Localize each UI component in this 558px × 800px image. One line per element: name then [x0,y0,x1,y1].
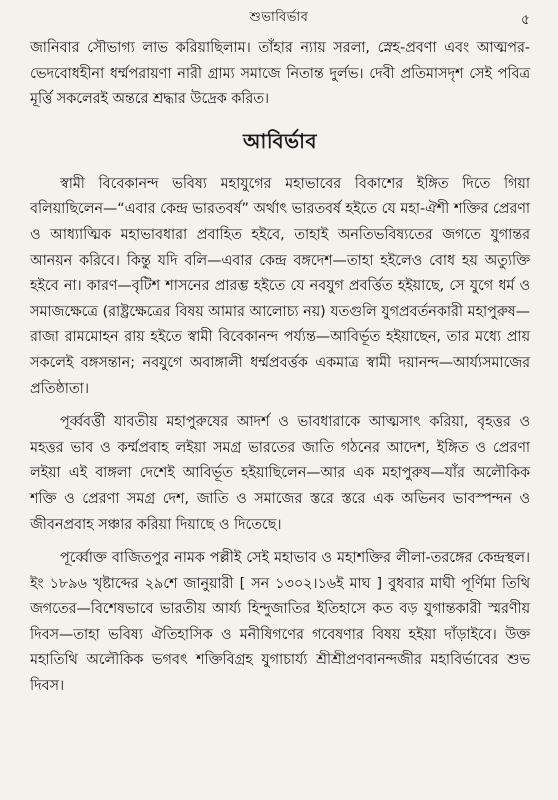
body-paragraph-2: পূর্ব্ববর্ত্তী যাবতীয় মহাপুরুষের আদর্শ ও ভাবধারাকে আত্মসাৎ করিয়া, বৃহত্তর ও মহত্তর ভাব ও কর্ম্মপ্রবাহ লইয়া সমগ্র ভারতের জাতি গঠনের আদেশ, ইঙ্গিত ও প্রেরণা লইয়া এই বাঙ্গলা দেশেই আবির্ভূত হইয়াছিলেন—আর এক মহাপুরুষ—যাঁর অলৌকিক শক্তি ও প্রেরণা সমগ্র দেশ, জাতি ও সমাজের স্তরে স্তরে এক অভিনব ভাবস্পন্দন ও জীবনপ্রবাহ সঞ্চার করিয়া দিয়াছে ও দিতেছে। [30,414,530,533]
section-heading: আবির্ভাব [242,128,318,153]
running-title: শুভাবির্ভাব [249,10,309,25]
body-paragraph-3: পূর্ব্বোক্ত বাজিতপুর নামক পল্লীই সেই মহাভাব ও মহাশক্তির লীলা-তরঙ্গের কেন্দ্রস্থল। ইং ১৮৯৬ খৃষ্টাব্দের ২৯শে জানুয়ারী [ সন ১৩০২।১৬ই মাঘ ] বুধবার মাঘী পূর্ণিমা তিথি জগতের—বিশেষভাবে ভারতীয় আর্য্য হিন্দুজাতির ইতিহাসে কত বড় যুগান্তকারী স্মরণীয় দিবস—তাহা ভবিষ্য ঐতিহাসিক ও মনীষিগণের গবেষণার বিষয় হইয়া দাঁড়াইবে। উক্ত মহাতিথি অলৌকিক ভগবৎ শক্তিবিগ্রহ যুগাচার্য্য শ্রীশ্রীপ্রণবানন্দজীর মহাবির্ভাবের শুভ দিবস। [30,550,530,695]
intro-paragraph: জানিবার সৌভাগ্য লাভ করিয়াছিলাম। তাঁহার ন্যায় সরলা, স্নেহ-প্রবণা এবং আত্মপর-ভেদবোধহীনা ধর্ম্মপরায়ণা নারী গ্রাম্য সমাজে নিতান্ত দুর্লভ। দেবী প্রতিমাসদৃশ সেই পবিত্র মূর্ত্তি সকলেরই অন্তরে শ্রদ্ধার উদ্রেক করিত। [30,40,530,108]
page-body [30,36,530,708]
body-paragraph-1: স্বামী বিবেকানন্দ ভবিষ্য মহাযুগের মহাভাবের বিকাশের ইঙ্গিত দিতে গিয়া বলিয়াছিলেন—“এবার কেন্দ্র ভারতবর্ষ” অর্থাৎ ভারতবর্ষ হইতে যে মহা-ঐশী শক্তির প্রেরণা ও আধ্যাত্মিক মহাভাবধারা প্রবাহিত হইবে, তাহাই অনতিভবিষ্যতের জগতে যুগান্তর আনয়ন করিবে। কিন্তু যদি বলি—এবার কেন্দ্র বঙ্গদেশ—তাহা হইলেও বোধ হয় অত্যুক্তি হইবে না। কারণ—বৃটিশ শাসনের প্রারম্ভ হইতে যে নবযুগ প্রবর্ত্তিত হইয়াছে, সে যুগে ধর্ম ও সমাজক্ষেত্রে (রাষ্ট্রক্ষেত্রের বিষয় আমার আলোচ্য নয়) যতগুলি যুগপ্রবর্তনকারী মহাপুরুষ—রাজা রামমোহন রায় হইতে স্বামী বিবেকানন্দ পর্য্যন্ত—আবির্ভূত হইয়াছেন, তার মধ্যে প্রায় সকলেই বঙ্গসন্তান; নবযুগে অবাঙ্গালী ধর্ম্মপ্রবর্ত্তক একমাত্র স্বামী দয়ানন্দ—আর্য্যসমাজের প্রতিষ্ঠাতা। [30,175,530,397]
page-number: ৫ [520,12,530,28]
